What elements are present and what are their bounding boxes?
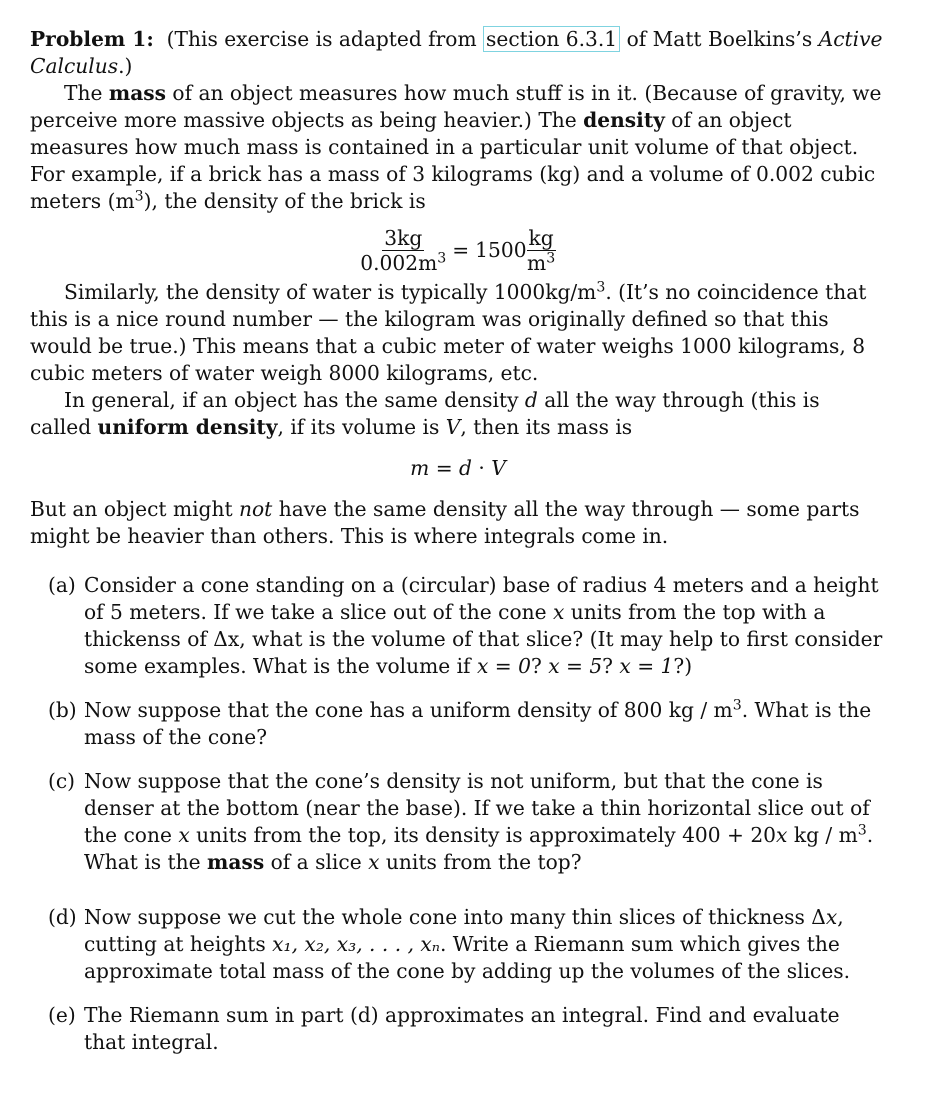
fraction — [360, 226, 446, 275]
text: ? — [602, 654, 620, 678]
var-x: x — [552, 600, 565, 624]
var-x: x — [178, 823, 190, 847]
problem-document — [30, 26, 886, 1056]
density-expression: 400 + 20 — [682, 823, 777, 847]
text: Similarly, the density of water is typically 1000kg/m — [64, 280, 597, 304]
superscript: 3 — [857, 822, 867, 839]
part-label: (b) — [48, 698, 77, 722]
text: ? — [530, 654, 549, 678]
intro-post: .) — [118, 54, 133, 78]
math-x1: x = 1 — [619, 654, 674, 678]
var-x: x — [776, 823, 788, 847]
var-V: V — [491, 456, 506, 480]
superscript: 3 — [732, 697, 742, 714]
superscript: 3 — [596, 279, 606, 296]
problem-label: Problem 1: — [30, 27, 154, 51]
part-label: (e) — [48, 1003, 76, 1027]
part-c — [30, 768, 886, 876]
text: . (It’s no coincidence that this is a nice round number — the kilogram was originally defined so that this would be true.) This means that a cubic meter of water weighs 1000 kilograms, 8 cubic meters of water weigh 8000 kilograms, etc. — [30, 280, 867, 385]
heights-sequence: x₁, x₂, x₃, . . . , xₙ — [272, 932, 440, 956]
den-base: 0.002m — [360, 251, 438, 275]
paragraph-water — [30, 279, 886, 387]
equals-sign: = — [452, 238, 470, 262]
part-label: (a) — [48, 573, 76, 597]
text: In general, if an object has the same density — [64, 388, 525, 412]
unit-denominator — [527, 251, 555, 275]
var-m: m — [410, 456, 430, 480]
text: ), the density of the brick is — [143, 189, 426, 213]
term-mass: mass — [108, 81, 167, 105]
part-label: (c) — [48, 769, 76, 793]
paragraph-uniform-density — [30, 387, 886, 441]
unit-fraction — [527, 226, 556, 275]
text: But an object might — [30, 497, 239, 521]
part-label: (d) — [48, 905, 77, 929]
intro-mid: of Matt Boelkins’s — [620, 27, 819, 51]
text: , cutting at heights — [84, 905, 844, 956]
text: kg / m — [787, 823, 858, 847]
numerator: 3kg — [384, 226, 423, 250]
paragraph-mass-density — [30, 80, 886, 215]
section-link[interactable]: section 6.3.1 — [483, 26, 620, 52]
denominator — [360, 251, 446, 275]
superscript: 3 — [437, 250, 447, 267]
term-density: density — [583, 108, 665, 132]
text: Now suppose we cut the whole cone into many thin slices of thickness Δ — [84, 905, 826, 929]
text: , if its volume is — [277, 415, 446, 439]
text: The — [64, 81, 109, 105]
book-title: Active Calculus — [30, 27, 883, 78]
math-x0: x = 0 — [476, 654, 531, 678]
text: units from the top? — [379, 850, 582, 874]
unit-numerator: kg — [528, 226, 554, 250]
text: units from the top, its density is approximately — [189, 823, 683, 847]
equation-brick-density — [30, 225, 886, 275]
part-b — [30, 697, 886, 751]
text: , then its mass is — [460, 415, 633, 439]
equals-sign: = — [429, 456, 460, 480]
superscript: 3 — [134, 188, 144, 205]
math-x5: x = 5 — [548, 654, 603, 678]
unit-den-base: m — [527, 251, 547, 275]
superscript: 3 — [546, 250, 556, 267]
part-d — [30, 904, 886, 985]
text: have the same density all the way through — some parts might be heavier than others. This is where integrals come in. — [30, 497, 860, 548]
var-d: d — [524, 388, 538, 412]
text: of an object measures how much stuff is in it. (Because of gravity, we perceive more massive objects as being heavier.) The — [30, 81, 882, 132]
text: Now suppose that the cone’s density is not uniform, but that the cone is denser at the bottom (near the base). If we take a thin horizontal slice out of the cone — [84, 769, 870, 847]
text: The Riemann sum in part (d) approximates an integral. Find and evaluate that integral. — [84, 1003, 840, 1054]
density-value: 1500 — [475, 238, 527, 262]
text: . What is the mass of the cone? — [84, 698, 872, 749]
var-x: x — [368, 850, 380, 874]
text: Now suppose that the cone has a uniform density of 800 kg / m — [84, 698, 733, 722]
text: Consider a cone standing on a (circular) base of radius 4 meters and a height of 5 meters. If we take a slice out of the cone — [84, 573, 879, 624]
text: . Write a Riemann sum which gives the approximate total mass of the cone by adding up the volumes of the slices. — [84, 932, 851, 983]
paragraph-integrals — [30, 496, 886, 550]
emphasis-not: not — [239, 497, 273, 521]
text: of a slice — [264, 850, 369, 874]
text: all the way through (this is called — [30, 388, 820, 439]
text: . What is the — [84, 823, 874, 874]
part-e — [30, 1002, 886, 1056]
var-x: x — [825, 905, 838, 929]
part-a — [30, 572, 886, 680]
text: of an object measures how much mass is contained in a particular unit volume of that object. For example, if a brick has a mass of 3 kilograms (kg) and a volume of 0.002 cubic meters (m — [30, 108, 876, 213]
text: ?) — [673, 654, 693, 678]
term-uniform-density: uniform density — [97, 415, 278, 439]
term-mass: mass — [207, 850, 265, 874]
problem-header — [30, 26, 886, 80]
var-d: d — [459, 456, 472, 480]
text: units from the top with a thickenss of Δx, what is the volume of that slice? (It may help to first consider some examples. What is the volume if — [84, 600, 883, 678]
parts-list — [30, 572, 886, 1056]
var-V: V — [445, 415, 461, 439]
equation-mass — [30, 455, 886, 482]
intro-pre: (This exercise is adapted from — [166, 27, 484, 51]
dot-operator: · — [471, 456, 492, 480]
